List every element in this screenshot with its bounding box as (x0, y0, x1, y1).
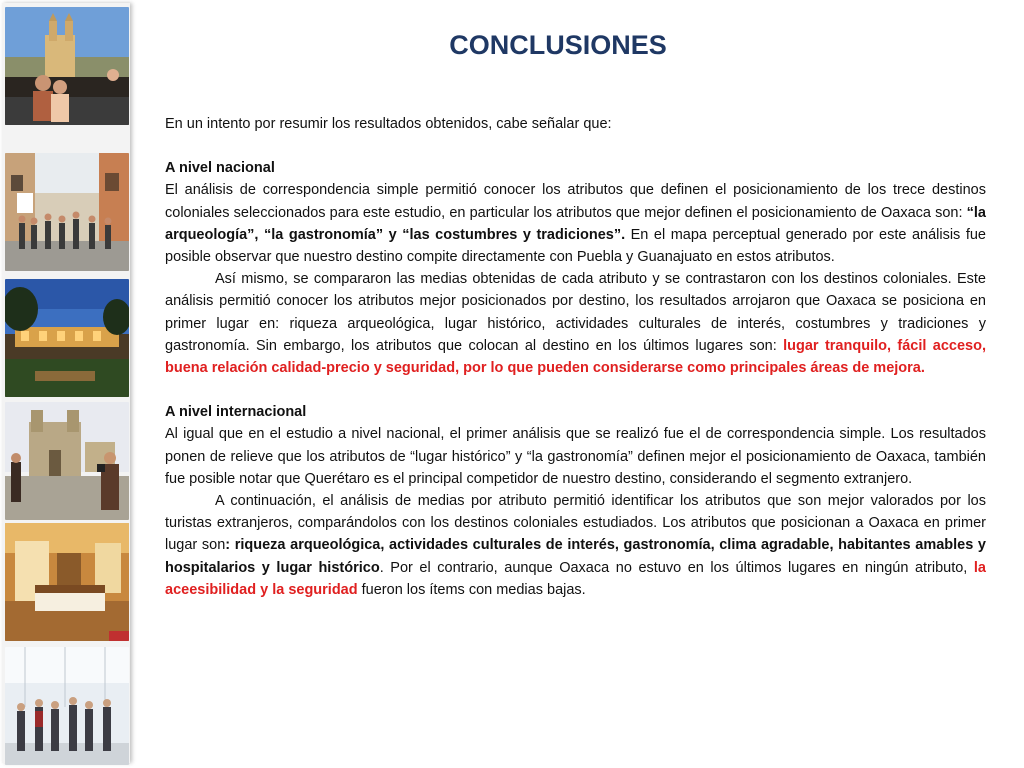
airport-travelers-photo (5, 647, 129, 765)
national-p2-text: Así mismo, se compararon las medias obtenidas de cada atributo y se contrastaron con los destinos coloniales. Este análisis permitió conocer los atributos mejor posicionados por destino, los resultados arrojaron que Oaxaca se posiciona en primer lugar en: riqueza arqueológica, lugar histórico, actividades culturales de interés, costumbres y tradiciones y gastronomía. Sin embargo, los atributos que colocan al destino en los últimos lugares son: (165, 271, 986, 354)
international-p2-text-a: A continuación, el análisis de medias por atributo permitió identificar los atributos que son mejor valorados por los turistas extranjeros, comparándolos con los destinos coloniales estudiados. Los atributos que posicionan a Oaxaca en primer lugar son (165, 493, 986, 554)
hotel-room-illustration (5, 523, 129, 641)
international-paragraph-2 (165, 490, 986, 601)
church-plaza-photo (5, 402, 129, 520)
hotel-courtyard-night-photo (5, 279, 129, 397)
national-p1-text-b: En el mapa perceptual generado por este análisis fue posible observar que nuestro destino compite directamente con Puebla y Guanajuato en estos atributos. (165, 226, 986, 266)
photo-strip (2, 3, 130, 763)
hotel-courtyard-illustration (5, 279, 129, 397)
hotel-room-photo (5, 523, 129, 641)
national-p2-highlight: lugar tranquilo, fácil acceso, buena relación calidad-precio y seguridad, por lo que pueden considerarse como principales áreas de mejora. (165, 337, 986, 377)
cathedral-tourists-illustration (5, 7, 129, 125)
national-paragraph-1 (165, 179, 986, 268)
intro-text: En un intento por resumir los resultados obtenidos, cabe señalar que: (165, 116, 612, 132)
national-heading: A nivel nacional (165, 160, 275, 177)
street-crowd-photo (5, 153, 129, 271)
cathedral-tourists-photo (5, 7, 129, 125)
international-p2-text-b: . Por el contrario, aunque Oaxaca no estuvo en los últimos lugares en ningún atributo, (379, 559, 974, 576)
national-paragraph-2 (165, 268, 986, 379)
international-p2-bold: : riqueza arqueológica, actividades culturales de interés, gastronomía, clima agradable, habitantes amables y hospitalarios y lugar histórico (165, 537, 986, 576)
international-p2-highlight: la aceesibilidad y la seguridad (165, 559, 986, 598)
slide-body (165, 113, 986, 601)
international-p2-text-c: fueron los ítems con medias bajas. (357, 581, 586, 598)
airport-travelers-illustration (5, 647, 129, 765)
national-p1-text-a: El análisis de correspondencia simple permitió conocer los atributos que definen el posicionamiento de los trece destinos coloniales seleccionados para este estudio, en particular los atributos que mejor definen el posicionamiento de Oaxaca son: (165, 182, 986, 221)
international-heading: A nivel internacional (165, 404, 307, 421)
church-plaza-illustration (5, 402, 129, 520)
slide-title: CONCLUSIONES (449, 30, 667, 60)
international-paragraph-1: Al igual que en el estudio a nivel nacional, el primer análisis que se realizó fue el de correspondencia simple. Los resultados ponen de relieve que los atributos de “lugar histórico” y “la gastronomía” definen mejor el posicionamiento de Oaxaca, también fue posible notar que Querétaro es el principal competidor de nuestro destino, considerando el segmento extranjero. (165, 426, 986, 487)
street-crowd-illustration (5, 153, 129, 271)
national-p1-bold: “la arqueología”, “la gastronomía” y “las costumbres y tradiciones”. (165, 204, 986, 243)
